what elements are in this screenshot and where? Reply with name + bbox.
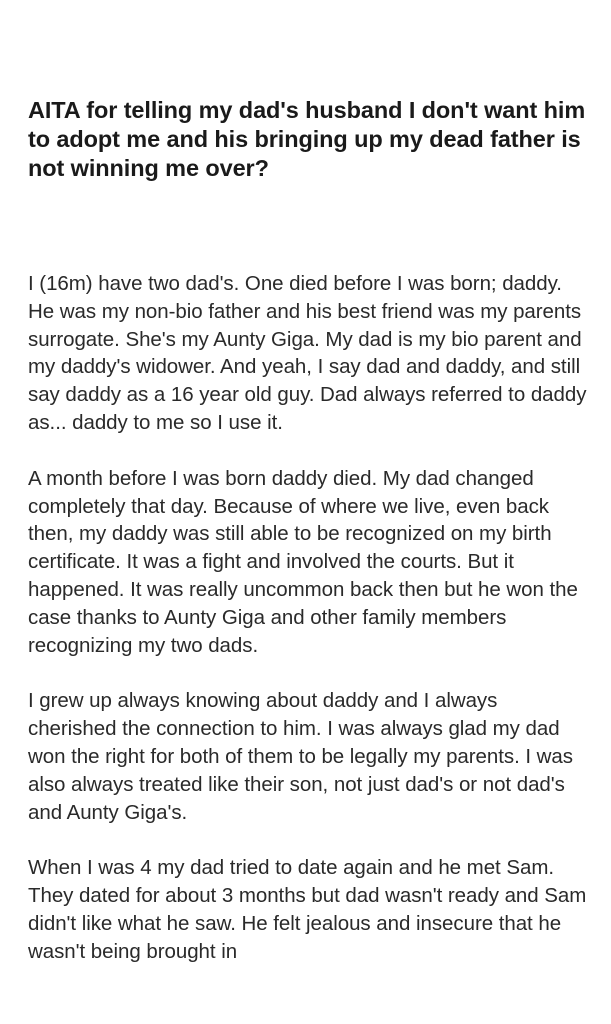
post-paragraph: When I was 4 my dad tried to date again and he met Sam. They dated for about 3 months but dad wasn't ready and Sam didn't like what he saw. He felt jealous and insecure that he wasn't being brought in	[28, 856, 587, 963]
post-paragraph: A month before I was born daddy died. My dad changed completely that day. Because of where we live, even back then, my daddy was still able to be recognized on my birth certificate. It was a fight and involved the courts. But it happened. It was really uncommon back then but he won the case thanks to Aunty Giga and other family members recognizing my two dads.	[28, 466, 578, 657]
post-body	[28, 270, 588, 966]
post-paragraph: I grew up always knowing about daddy and I always cherished the connection to him. I was always glad my dad won the right for both of them to be legally my parents. I was also always treated like their son, not just dad's or not dad's and Aunty Giga's.	[28, 689, 573, 824]
post-paragraph: I (16m) have two dad's. One died before I was born; daddy. He was my non-bio father and his best friend was my parents surrogate. She's my Aunty Giga. My dad is my bio parent and my daddy's widower. And yeah, I say dad and daddy, and still say daddy as a 16 year old guy. Dad always referred to daddy as... daddy to me so I use it.	[28, 272, 587, 434]
post-title: AITA for telling my dad's husband I don't want him to adopt me and his bringing up my dead father is not winning me over?	[28, 97, 586, 181]
post	[28, 96, 588, 966]
